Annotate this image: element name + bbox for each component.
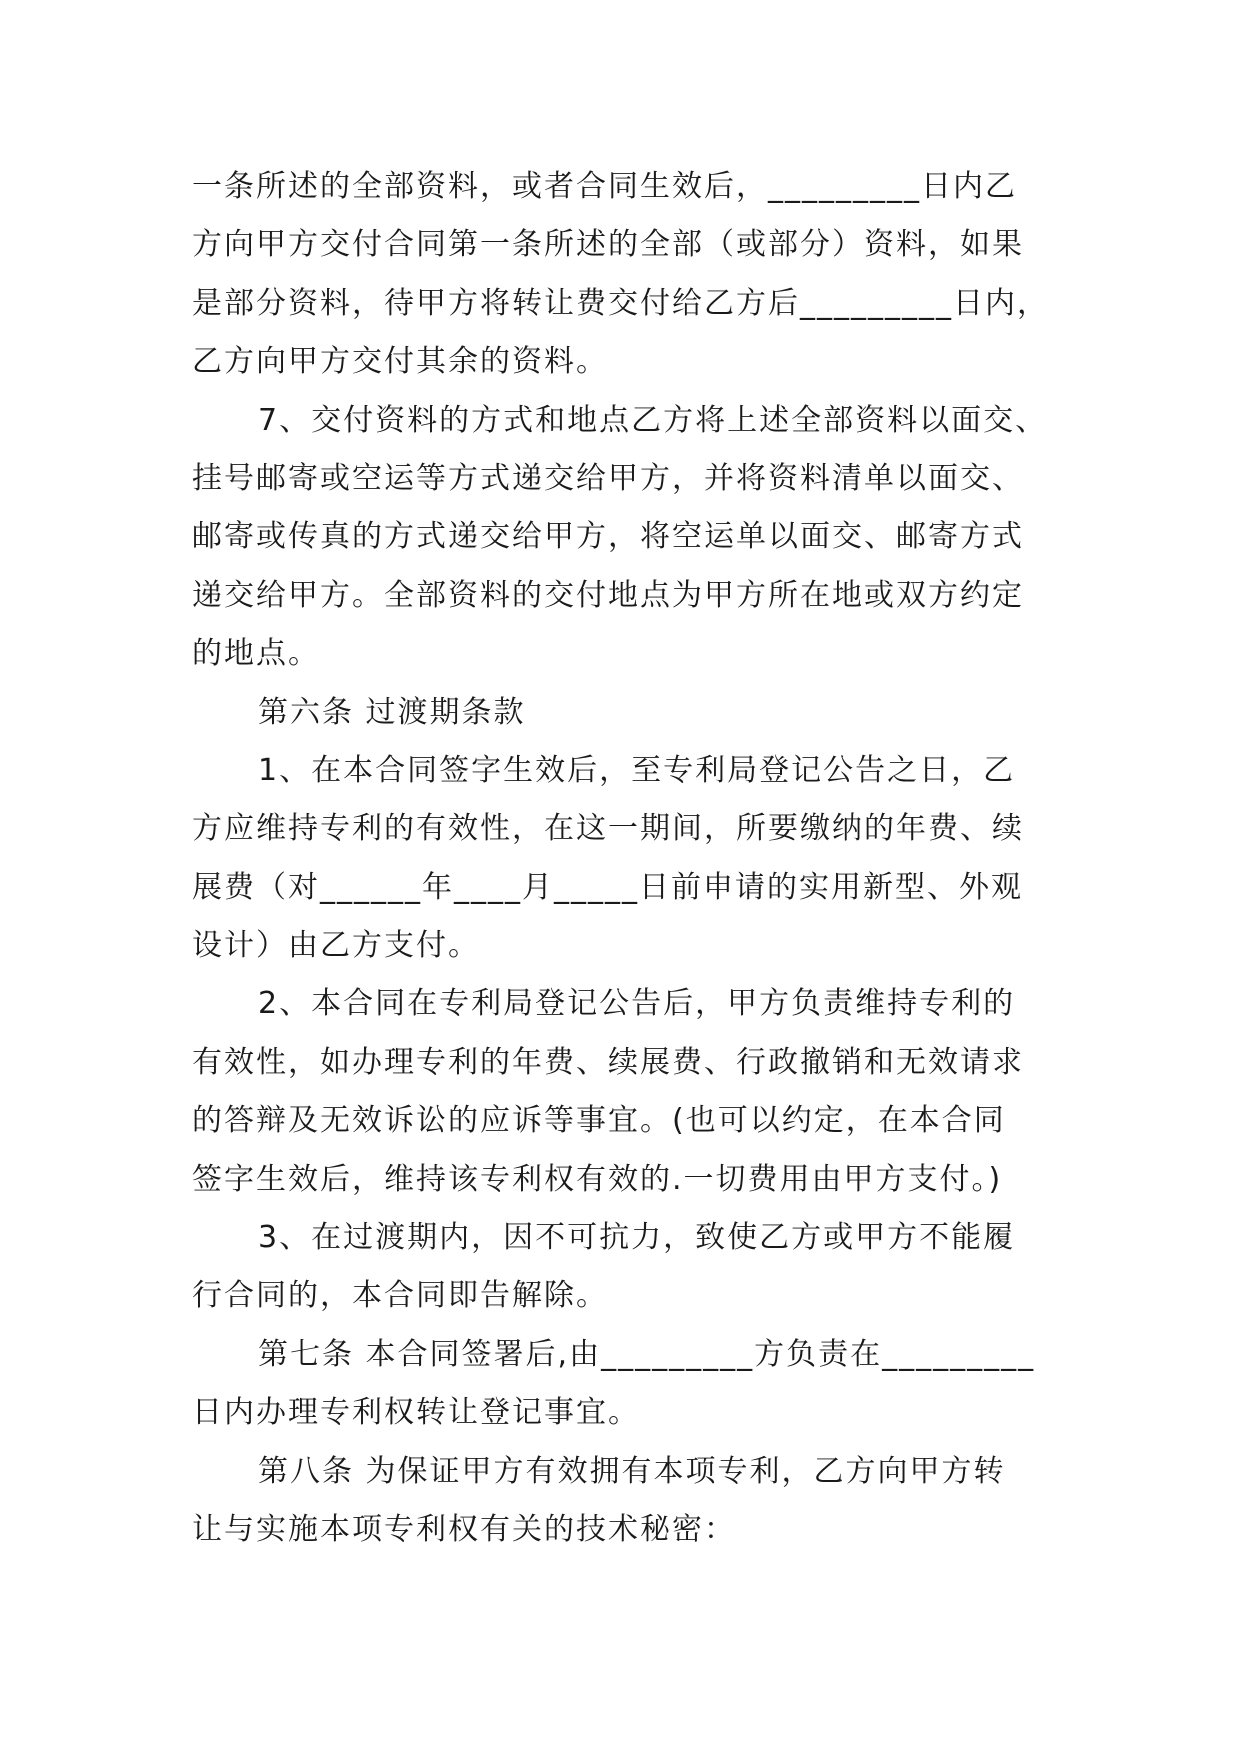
text-line: 方应维持专利的有效性，在这一期间，所要缴纳的年费、续 — [192, 811, 1024, 847]
text-line: 日内办理专利权转让登记事宜。 — [192, 1395, 640, 1431]
text-line: 1、在本合同签字生效后，至专利局登记公告之日，乙 — [258, 752, 1016, 788]
text-line: 挂号邮寄或空运等方式递交给甲方，并将资料清单以面交、 — [192, 460, 1024, 496]
text-line: 展费（对______年____月_____日前申请的实用新型、外观 — [192, 869, 1023, 905]
text-line: 一条所述的全部资料，或者合同生效后，_________日内乙 — [192, 169, 1017, 204]
text-line: 签字生效后，维持该专利权有效的.一切费用由甲方支付。) — [192, 1161, 1003, 1197]
text-line: 设计）由乙方支付。 — [192, 928, 480, 964]
text-line: 递交给甲方。全部资料的交付地点为甲方所在地或双方约定 — [192, 577, 1024, 613]
text-line: 7、交付资料的方式和地点乙方将上述全部资料以面交、 — [258, 402, 1048, 438]
text-line: 乙方向甲方交付其余的资料。 — [192, 344, 608, 380]
text-line: 第八条 为保证甲方有效拥有本项专利，乙方向甲方转 — [258, 1453, 1006, 1489]
contract-body-text — [192, 158, 1072, 1559]
text-line: 第六条 过渡期条款 — [258, 694, 526, 730]
text-line: 第七条 本合同签署后,由_________方负责在_________ — [258, 1336, 1036, 1372]
text-line: 有效性，如办理专利的年费、续展费、行政撤销和无效请求 — [192, 1044, 1024, 1080]
text-line: 的答辩及无效诉讼的应诉等事宜。(也可以约定，在本合同 — [192, 1103, 1006, 1139]
text-line: 行合同的，本合同即告解除。 — [192, 1278, 608, 1314]
text-line: 2、本合同在专利局登记公告后，甲方负责维持专利的 — [258, 986, 1016, 1022]
text-line: 邮寄或传真的方式递交给甲方，将空运单以面交、邮寄方式 — [192, 519, 1024, 555]
text-line: 是部分资料，待甲方将转让费交付给乙方后_________日内， — [192, 285, 1049, 321]
text-line: 3、在过渡期内，因不可抗力，致使乙方或甲方不能履 — [258, 1220, 1016, 1256]
text-line: 方向甲方交付合同第一条所述的全部（或部分）资料，如果 — [192, 227, 1024, 263]
text-line: 的地点。 — [192, 636, 320, 672]
text-line: 让与实施本项专利权有关的技术秘密： — [192, 1511, 736, 1547]
